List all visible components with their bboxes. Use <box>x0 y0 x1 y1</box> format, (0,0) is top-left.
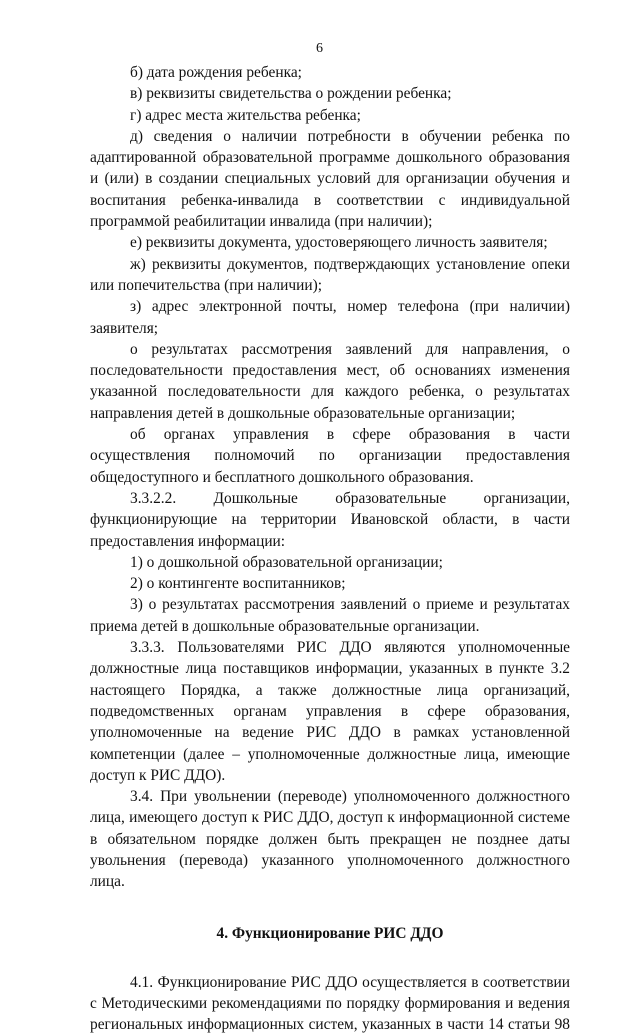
paragraph-item-g: г) адрес места жительства ребенка; <box>130 106 361 124</box>
paragraph-item-3: 3) о результатах рассмотрения заявлений о приеме и результатах приема детей в дошкольные образовательные организации. <box>90 596 570 635</box>
paragraph-item-d: д) сведения о наличии потребности в обучении ребенка по адаптированной образовательной программе дошкольного образования и (или) в создании специальных условий для организации обучения и воспитания ребенка-инвалида в соответствии с индивидуальной программой реабилитации инвалида (при наличии); <box>90 127 570 231</box>
paragraph-item-zh: ж) реквизиты документов, подтверждающих установление опеки или попечительства (при наличии); <box>90 255 570 294</box>
paragraph-item-2: 2) о контингенте воспитанников; <box>130 575 346 593</box>
paragraph-4-1: 4.1. Функционирование РИС ДДО осуществляется в соответствии с Методическими рекомендациями по порядку формирования и ведения региональных информационных систем, указанных в части 14 статьи 98 <box>90 973 570 1034</box>
paragraph-3-4: 3.4. При увольнении (переводе) уполномоченного должностного лица, имеющего доступ к РИС ДДО, доступ к информационной системе в обязательном порядке должен быть прекращен не позднее даты увольнения (перевода) указанного уполномоченного должностного лица. <box>90 788 570 891</box>
paragraph-3-3-2-2: 3.3.2.2. Дошкольные образовательные организации, функционирующие на территории Ивановской области, в части предоставления информации: <box>90 489 570 550</box>
section-heading: 4. Функционирование РИС ДДО <box>216 924 444 942</box>
paragraph-item-1: 1) о дошкольной образовательной организации; <box>130 553 443 571</box>
paragraph-item-z: з) адрес электронной почты, номер телефона (при наличии) заявителя; <box>90 298 570 337</box>
paragraph-3-3-3: 3.3.3. Пользователями РИС ДДО являются уполномоченные должностные лица поставщиков информации, указанных в пункте 3.2 настоящего Порядка, а также должностные лица организаций, подведомственных органам управления в сфере образования, уполномоченные на ведение РИС ДДО в рамках установленной компетенции (далее – уполномоченные должностные лица, имеющие доступ к РИС ДДО). <box>90 639 570 784</box>
paragraph-item-v: в) реквизиты свидетельства о рождении ребенка; <box>130 85 452 103</box>
paragraph-authorities-info: об органах управления в сфере образования в части осуществления полномочий по организации предоставления общедоступного и бесплатного дошкольного образования. <box>90 426 570 486</box>
paragraph-results-info: о результатах рассмотрения заявлений для направления, о последовательности предоставления мест, об основаниях изменения указанной последовательности для каждого ребенка, о результатах направления детей в дошкольные образовательные организации; <box>90 340 570 422</box>
paragraph-item-e: е) реквизиты документа, удостоверяющего личность заявителя; <box>130 234 548 252</box>
paragraph-item-b: б) дата рождения ребенка; <box>130 64 302 81</box>
document-body <box>90 62 570 1036</box>
page-number: 6 <box>316 41 323 56</box>
